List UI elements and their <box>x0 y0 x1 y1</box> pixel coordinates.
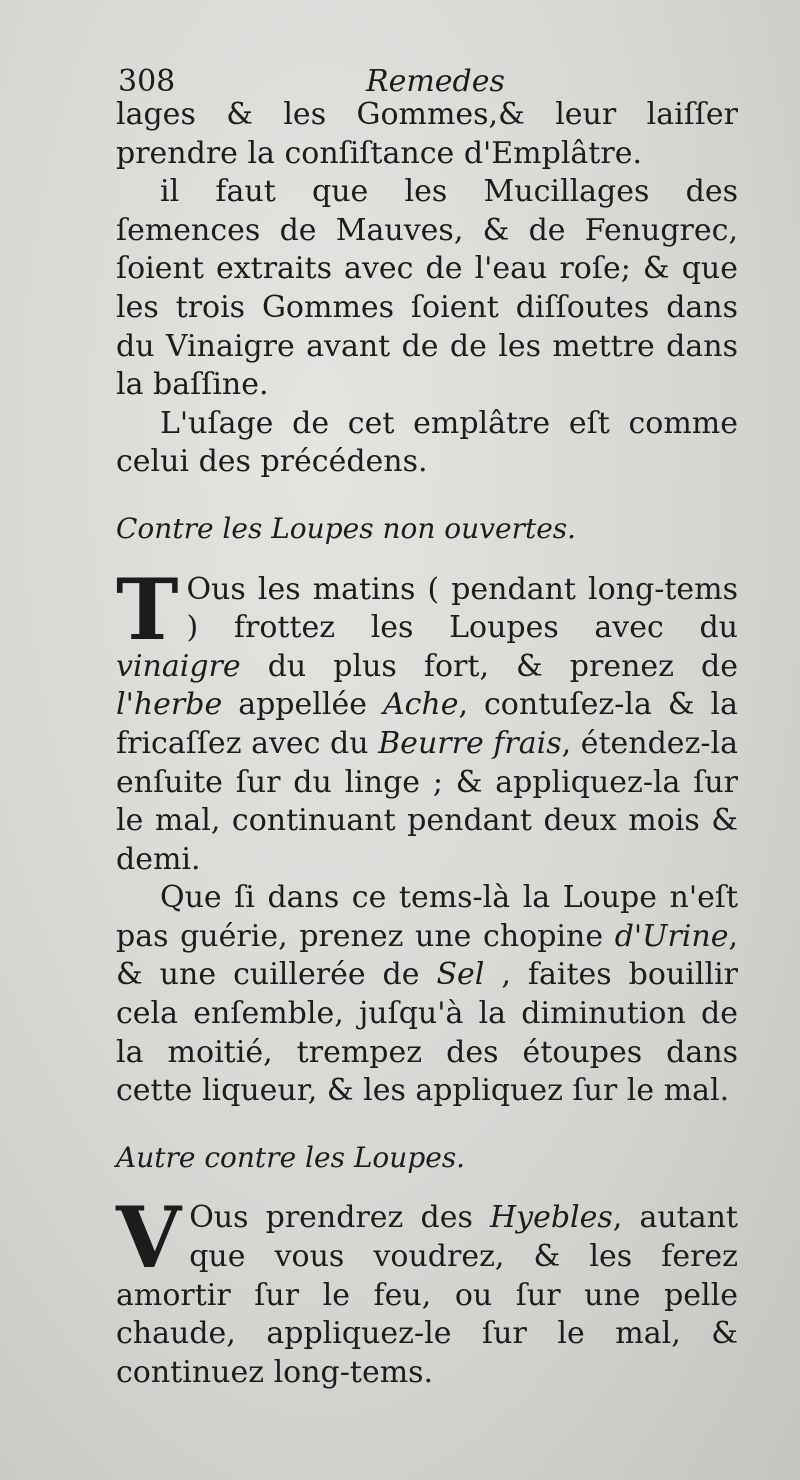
body-text <box>116 96 738 1392</box>
paragraph-loupes-remedy: T Ous les matins ( pendant long-tems ) frottez les Loupes avec du vinaigre du plus fort, & prenez de l'herbe appellée Ache, contuſez-la & la fricaſſez avec du Beurre frais, étendez-la enſuite ſur du linge ; & appliquez-la ſur le mal, continuant pendant deux mois & demi. <box>116 559 738 877</box>
drop-cap-letter: V <box>116 1188 182 1288</box>
paragraph-continuation: lages & les Gommes,& leur laiſſer prendre la conſiſtance d'Emplâtre. <box>116 97 738 171</box>
paragraph-mucillages: il faut que les Mucillages des ſemences de Mauves, & de Fenugrec, ſoient extraits avec de l'eau roſe; & que les trois Gommes ſoient diſſoutes dans du Vinaigre avant de de les mettre dans la baſſine. <box>116 174 738 403</box>
drop-cap-letter: T <box>116 559 179 659</box>
running-title: Remedes <box>366 64 505 99</box>
paragraph-urine-remedy: Que ſi dans ce tems-là la Loupe n'eſt pas guérie, prenez une chopine d'Urine, & une cuillerée de Sel , faites bouillir cela enſemble, juſqu'à la diminution de la moitié, trempez des étoupes dans cette liqueur, & les appliquez ſur le mal. <box>116 880 738 1109</box>
paragraph-usage: L'uſage de cet emplâtre eſt comme celui des précédens. <box>116 405 738 480</box>
section-heading-loupes: Contre les Loupes non ouvertes. <box>116 511 577 545</box>
section-heading-autre: Autre contre les Loupes. <box>116 1140 466 1174</box>
paragraph-hyebles-remedy: V Ous prendrez des Hyebles, autant que vous voudrez, & les ferez amortir ſur le feu, ou ſur une pelle chaude, appliquez-le ſur le mal, & continuez long-tems. <box>116 1188 738 1390</box>
page-number: 308 <box>118 64 176 99</box>
